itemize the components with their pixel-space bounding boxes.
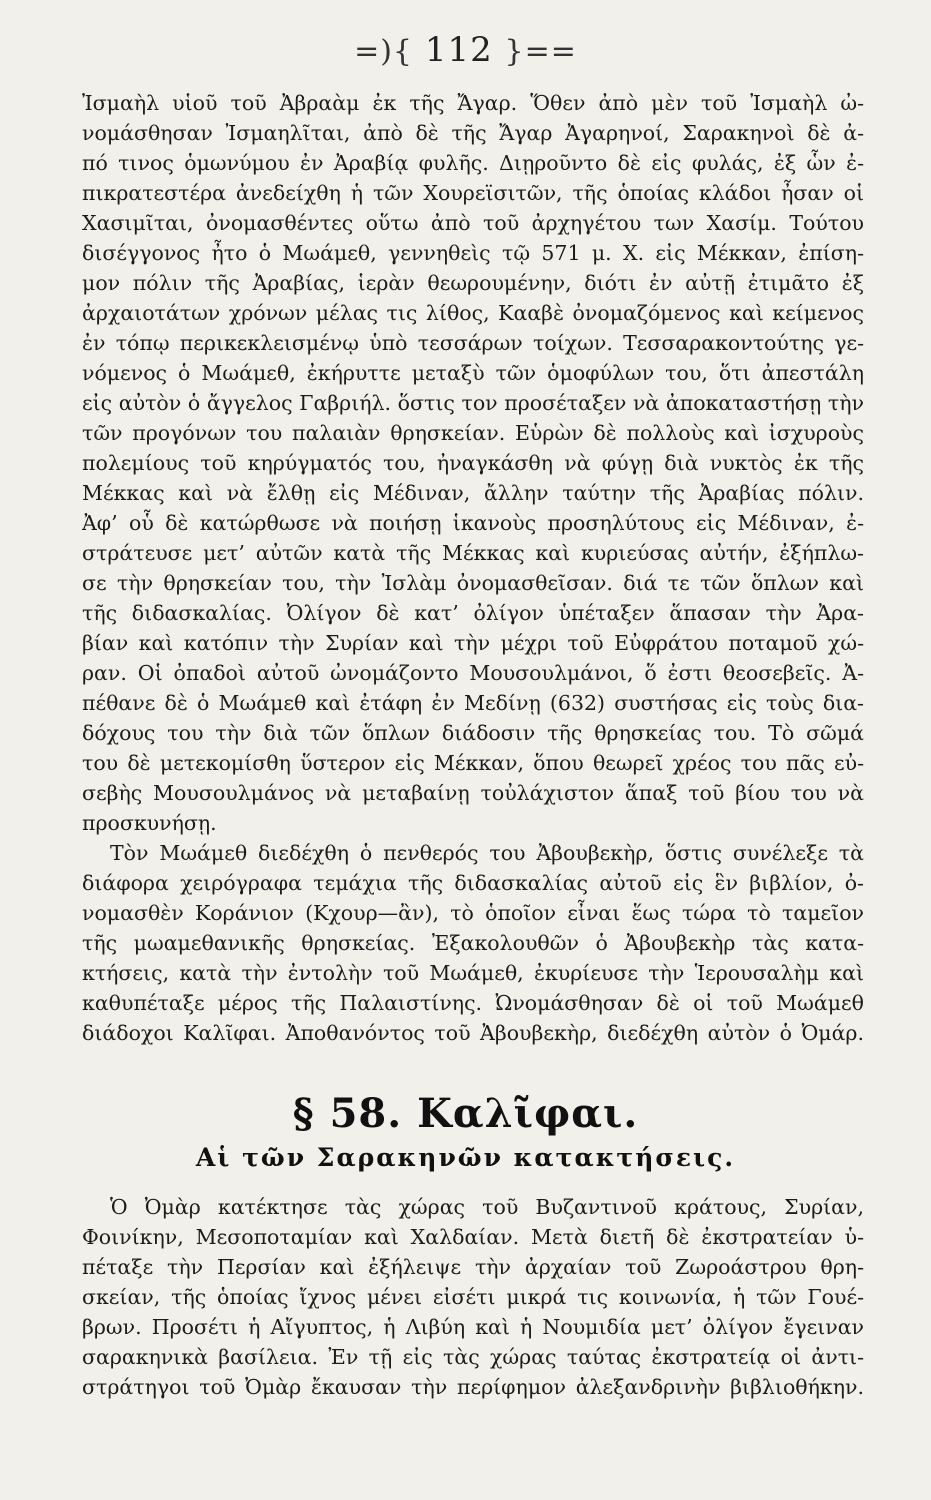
text-line: διάφορα χειρόγραφα τεμάχια τῆς διδασκαλίας αὐτοῦ εἰς ἓν βιβλίον, ὀ- [82,871,864,895]
text-line: πολεμίους τοῦ κηρύγματός του, ἠναγκάσθη νὰ φύγῃ διὰ νυκτὸς ἐκ τῆς [82,451,864,475]
text-line: Φοινίκην, Μεσοποταμίαν καὶ Χαλδαίαν. Μετὰ διετῆ δὲ ἐκστρατείαν ὑ- [82,1225,864,1249]
page-header [0,30,931,70]
text-line: σεβὴς Μουσουλμάνος νὰ μεταβαίνῃ τοὐλάχιστον ἅπαξ τοῦ βίου του νὰ [82,781,864,805]
text-line: Ἰσμαὴλ υἱοῦ τοῦ Ἀβραὰμ ἐκ τῆς Ἄγαρ. Ὅθεν ἀπὸ μὲν τοῦ Ἰσμαὴλ ὠ- [82,91,864,115]
text-line: βίαν καὶ κατόπιν τὴν Συρίαν καὶ τὴν μέχρι τοῦ Εὐφράτου ποταμοῦ χώ- [82,631,864,655]
text-line: πό τινος ὁμωνύμου ἐν Ἀραβίᾳ φυλῆς. Διῃροῦντο δὲ εἰς φυλάς, ἐξ ὧν ἐ- [82,151,864,175]
text-line: νομασθὲν Κοράνιον (Κχουρ—ἂν), τὸ ὁποῖον εἶναι ἕως τώρα τὸ ταμεῖον [82,901,864,925]
text-line: σε τὴν θρησκείαν του, τὴν Ἰσλὰμ ὀνομασθεῖσαν. διά τε τῶν ὅπλων καὶ [82,571,864,595]
text-line: στράτευσε μετ’ αὐτῶν κατὰ τῆς Μέκκας καὶ κυριεύσας αὐτήν, ἐξήπλω- [82,541,864,565]
text-line: ἐν τόπῳ περικεκλεισμένῳ ὑπὸ τεσσάρων τοίχων. Τεσσαρακοντούτης γε- [82,331,864,355]
text-line: ραν. Οἱ ὀπαδοὶ αὐτοῦ ὠνομάζοντο Μουσουλμάνοι, ὅ ἐστι θεοσεβεῖς. Ἀ- [82,661,864,685]
text-line: προσκυνήσῃ. [82,811,217,835]
text-line: Ἀφ’ οὗ δὲ κατώρθωσε νὰ ποιήσῃ ἱκανοὺς προσηλύτους εἰς Μέδιναν, ἐ- [82,511,864,535]
header-ornament-right: }== [504,34,577,69]
text-line: βρων. Προσέτι ἡ Αἴγυπτος, ἡ Λιβύη καὶ ἡ Νουμιδία μετ’ ὀλίγον ἔγειναν [82,1315,864,1339]
text-line: Τὸν Μωάμεθ διεδέχθη ὁ πενθερός του Ἀβουβεκὴρ, ὅστις συνέλεξε τὰ [110,841,864,865]
text-line: πικρατεστέρα ἀνεδείχθη ἡ τῶν Χουρεϊσιτῶν, τῆς ὁποίας κλάδοι ἦσαν οἱ [82,181,864,205]
text-line: νόμενος ὁ Μωάμεθ, ἐκήρυττε μεταξὺ τῶν ὁμοφύλων του, ὅτι ἀπεστάλη [82,361,864,385]
text-line: πέταξε τὴν Περσίαν καὶ ἐξήλειψε τὴν ἀρχαίαν τοῦ Ζωροάστρου θρη- [82,1255,864,1279]
header-ornament-left: =){ [354,34,414,69]
text-line: πέθανε δὲ ὁ Μωάμεθ καὶ ἐτάφη ἐν Μεδίνῃ (632) συστήσας εἰς τοὺς δια- [82,691,864,715]
text-line: καθυπέταξε μέρος τῆς Παλαιστίνης. Ὠνομάσθησαν δὲ οἱ τοῦ Μωάμεθ [82,991,864,1015]
text-line: διάδοχοι Καλῖφαι. Ἀποθανόντος τοῦ Ἀβουβεκὴρ, διεδέχθη αὐτὸν ὁ Ὀμάρ. [82,1021,864,1045]
text-line: τῆς μωαμεθανικῆς θρησκείας. Ἐξακολουθῶν ὁ Ἀβουβεκὴρ τὰς κατα- [82,931,864,955]
section-subtitle: Αἱ τῶν Σαρακηνῶν κατακτήσεις. [195,1143,736,1172]
text-line: στράτηγοι τοῦ Ὀμὰρ ἔκαυσαν τὴν περίφημον ἀλεξανδρινὴν βιβλιοθήκην. [82,1375,864,1399]
paragraph-section [82,1192,864,1402]
text-line: ἀρχαιοτάτων χρόνων μέλας τις λίθος, Κααβὲ ὀνομαζόμενος καὶ κείμενος [82,301,864,325]
text-line: Μέκκας καὶ νὰ ἔλθῃ εἰς Μέδιναν, ἄλλην ταύτην τῆς Ἀραβίας πόλιν. [82,481,864,505]
paragraph-first [82,88,864,838]
section-title: § 58. Καλῖφαι. [292,1090,639,1137]
paragraph-second [82,838,864,1048]
text-line: κτήσεις, κατὰ τὴν ἐντολὴν τοῦ Μωάμεθ, ἐκυρίευσε τὴν Ἱερουσαλὴμ καὶ [82,961,864,985]
text-line: μον πόλιν τῆς Ἀραβίας, ἱερὰν θεωρουμένην, διότι ἐν αὐτῇ ἐτιμᾶτο ἐξ [82,271,864,295]
text-line: σκείαν, τῆς ὁποίας ἴχνος μένει εἰσέτι μικρά τις κοινωνία, ἡ τῶν Γουέ- [82,1285,864,1309]
text-line: σαρακηνικὰ βασίλεια. Ἐν τῇ εἰς τὰς χώρας ταύτας ἐκστρατείᾳ οἱ ἀντι- [82,1345,864,1369]
text-line: τῶν προγόνων του παλαιὰν θρησκείαν. Εὑρὼν δὲ πολλοὺς καὶ ἰσχυροὺς [82,421,864,445]
text-line: δισέγγονος ἦτο ὁ Μωάμεθ, γεννηθεὶς τῷ 571 μ. Χ. εἰς Μέκκαν, ἐπίση- [82,241,864,265]
text-line: του δὲ μετεκομίσθη ὕστερον εἰς Μέκκαν, ὅπου θεωρεῖ χρέος του πᾶς εὐ- [82,751,864,775]
text-line: εἰς αὐτὸν ὁ ἄγγελος Γαβριήλ. ὅστις τον προσέταξεν νὰ ἀποκαταστήσῃ τὴν [82,391,864,415]
text-line: νομάσθησαν Ἰσμαηλῖται, ἀπὸ δὲ τῆς Ἄγαρ Ἀγαρηνοί, Σαρακηνοὶ δὲ ἀ- [82,121,864,145]
text-line: δόχους του τὴν διὰ τῶν ὅπλων διάδοσιν τῆς θρησκείας του. Τὸ σῶμά [82,721,864,745]
text-line: τῆς διδασκαλίας. Ὀλίγον δὲ κατ’ ὀλίγον ὑπέταξεν ἅπασαν τὴν Ἀρα- [82,601,864,625]
page-number: 112 [424,30,493,70]
text-line: Ὁ Ὀμὰρ κατέκτησε τὰς χώρας τοῦ Βυζαντινοῦ κράτους, Συρίαν, [110,1195,864,1219]
text-line: Χασιμῖται, ὀνομασθέντες οὕτω ἀπὸ τοῦ ἀρχηγέτου των Χασίμ. Τούτου [82,211,864,235]
